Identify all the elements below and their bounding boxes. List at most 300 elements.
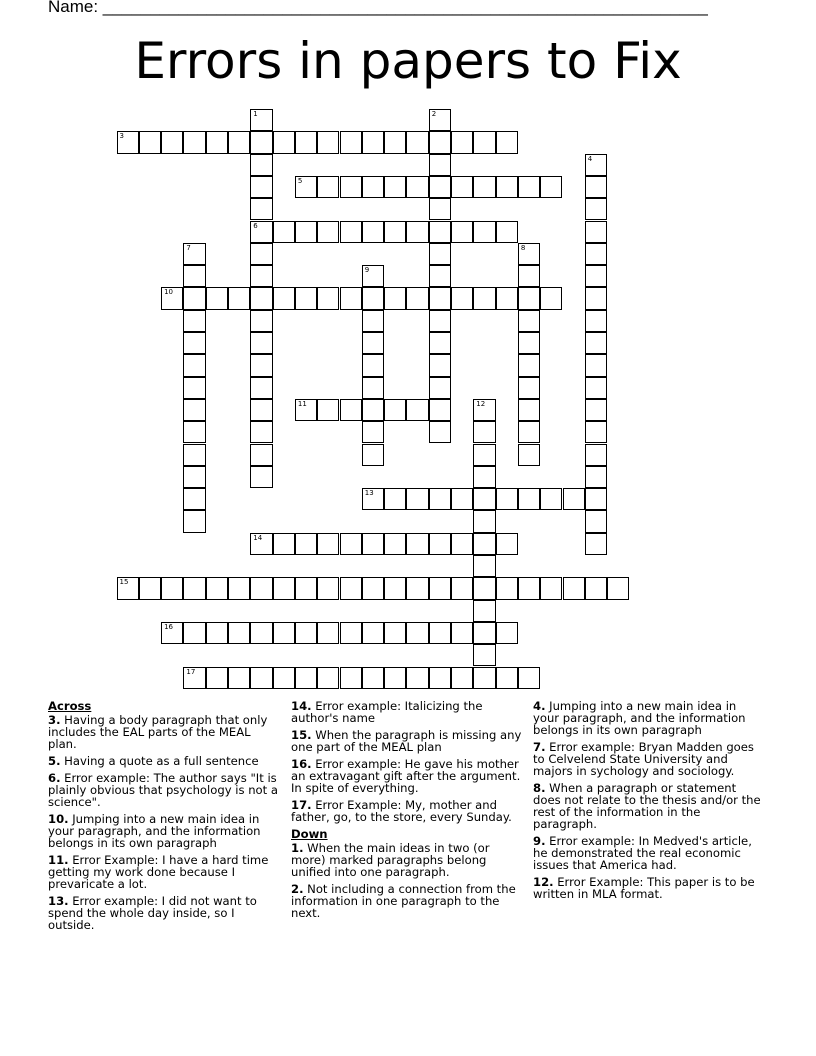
- crossword-cell[interactable]: [183, 287, 205, 309]
- crossword-cell[interactable]: [250, 243, 272, 265]
- crossword-cell[interactable]: [250, 154, 272, 176]
- clue-number: 9: [364, 266, 370, 275]
- crossword-cell[interactable]: [228, 622, 250, 644]
- clue-number: 7: [186, 243, 191, 252]
- crossword-cell[interactable]: [384, 399, 406, 421]
- crossword-cell[interactable]: [429, 198, 451, 220]
- clue-number: 3: [119, 132, 124, 141]
- crossword-cell[interactable]: [295, 533, 317, 555]
- crossword-cell[interactable]: [451, 221, 473, 243]
- crossword-cell[interactable]: [429, 667, 451, 689]
- crossword-cell[interactable]: [496, 221, 518, 243]
- crossword-cell[interactable]: [473, 644, 495, 666]
- crossword-cell[interactable]: [518, 265, 540, 287]
- crossword-cell[interactable]: [473, 176, 495, 198]
- crossword-cell[interactable]: [384, 577, 406, 599]
- crossword-cell[interactable]: [362, 444, 384, 466]
- crossword-cell[interactable]: [473, 577, 495, 599]
- crossword-cell[interactable]: [585, 421, 607, 443]
- crossword-cell[interactable]: [183, 354, 205, 376]
- crossword-cell[interactable]: [183, 310, 205, 332]
- crossword-cell[interactable]: [206, 577, 228, 599]
- crossword-cell[interactable]: [429, 265, 451, 287]
- crossword-cell[interactable]: [429, 221, 451, 243]
- crossword-cell[interactable]: [250, 198, 272, 220]
- crossword-cell[interactable]: [585, 444, 607, 466]
- crossword-cell[interactable]: [518, 577, 540, 599]
- clue-number-label: 8.: [533, 781, 546, 795]
- crossword-cell[interactable]: [228, 131, 250, 153]
- crossword-cell[interactable]: [250, 332, 272, 354]
- clue-number-label: 10.: [48, 812, 69, 826]
- crossword-cell[interactable]: [473, 667, 495, 689]
- crossword-cell[interactable]: [317, 176, 339, 198]
- across-clue-list: [48, 714, 280, 931]
- crossword-cell[interactable]: [384, 287, 406, 309]
- crossword-cell[interactable]: [540, 577, 562, 599]
- crossword-cell[interactable]: [585, 265, 607, 287]
- crossword-cell[interactable]: [340, 287, 362, 309]
- crossword-cell[interactable]: [183, 510, 205, 532]
- crossword-cell[interactable]: [250, 377, 272, 399]
- crossword-cell[interactable]: [183, 444, 205, 466]
- crossword-cell[interactable]: [340, 221, 362, 243]
- crossword-cell[interactable]: [273, 577, 295, 599]
- crossword-cell[interactable]: [518, 243, 540, 265]
- crossword-cell[interactable]: [183, 332, 205, 354]
- crossword-cell[interactable]: [362, 421, 384, 443]
- crossword-cell[interactable]: [183, 399, 205, 421]
- crossword-cell[interactable]: [384, 131, 406, 153]
- crossword-cell[interactable]: [161, 287, 183, 309]
- clue-number: 1: [253, 110, 258, 118]
- crossword-cell[interactable]: [429, 421, 451, 443]
- crossword-cell[interactable]: [250, 109, 272, 131]
- crossword-cell[interactable]: [473, 221, 495, 243]
- crossword-cell[interactable]: [161, 577, 183, 599]
- across-clue: [48, 813, 280, 849]
- crossword-cell[interactable]: [295, 221, 317, 243]
- crossword-cell[interactable]: [362, 221, 384, 243]
- crossword-cell[interactable]: [473, 555, 495, 577]
- clue-number: 10: [164, 288, 174, 297]
- crossword-cell[interactable]: [451, 622, 473, 644]
- crossword-cell[interactable]: [228, 577, 250, 599]
- crossword-cell[interactable]: [473, 421, 495, 443]
- crossword-cell[interactable]: [473, 488, 495, 510]
- crossword-cell[interactable]: [384, 533, 406, 555]
- clue-number: 8: [520, 243, 526, 252]
- crossword-cell[interactable]: [317, 533, 339, 555]
- down-clue-list-continued: [533, 700, 765, 900]
- down-clue: [291, 842, 523, 878]
- crossword-cell[interactable]: [295, 131, 317, 153]
- crossword-cell[interactable]: [429, 287, 451, 309]
- crossword-cell[interactable]: [585, 354, 607, 376]
- crossword-cell[interactable]: [362, 667, 384, 689]
- crossword-cell[interactable]: [496, 533, 518, 555]
- crossword-cell[interactable]: [317, 287, 339, 309]
- crossword-cell[interactable]: [273, 287, 295, 309]
- crossword-cell[interactable]: [406, 533, 428, 555]
- crossword-cell[interactable]: [273, 221, 295, 243]
- crossword-cell[interactable]: [295, 399, 317, 421]
- crossword-cell[interactable]: [250, 466, 272, 488]
- down-clue: [533, 700, 765, 736]
- clue-text: Having a quote as a full sentence: [60, 754, 259, 768]
- across-clue: [48, 755, 280, 767]
- crossword-cell[interactable]: [451, 577, 473, 599]
- crossword-cell[interactable]: [139, 577, 161, 599]
- crossword-cell[interactable]: [473, 466, 495, 488]
- crossword-cell[interactable]: [317, 399, 339, 421]
- crossword-cell[interactable]: [585, 198, 607, 220]
- crossword-cell[interactable]: [317, 577, 339, 599]
- crossword-cell[interactable]: [228, 287, 250, 309]
- crossword-cell[interactable]: [585, 221, 607, 243]
- crossword-cell[interactable]: [250, 221, 272, 243]
- crossword-cell[interactable]: [518, 354, 540, 376]
- crossword-cell[interactable]: [117, 577, 139, 599]
- crossword-cell[interactable]: [496, 176, 518, 198]
- crossword-cell[interactable]: [518, 444, 540, 466]
- crossword-cell[interactable]: [228, 667, 250, 689]
- crossword-cell[interactable]: [206, 131, 228, 153]
- crossword-cell[interactable]: [429, 131, 451, 153]
- crossword-cell[interactable]: [340, 622, 362, 644]
- crossword-cell[interactable]: [540, 488, 562, 510]
- crossword-cell[interactable]: [540, 287, 562, 309]
- crossword-cell[interactable]: [183, 466, 205, 488]
- crossword-cell[interactable]: [585, 577, 607, 599]
- down-clue: [533, 741, 765, 777]
- crossword-cell[interactable]: [250, 577, 272, 599]
- crossword-cell[interactable]: [362, 265, 384, 287]
- across-clue: [291, 700, 523, 724]
- clue-number-label: 17.: [291, 798, 312, 812]
- crossword-cell[interactable]: [585, 510, 607, 532]
- crossword-cell[interactable]: [183, 131, 205, 153]
- crossword-cell[interactable]: [273, 667, 295, 689]
- across-clue: [48, 772, 280, 808]
- crossword-cell[interactable]: [451, 176, 473, 198]
- crossword-cell[interactable]: [250, 310, 272, 332]
- crossword-cell[interactable]: [295, 667, 317, 689]
- crossword-cell[interactable]: [451, 131, 473, 153]
- crossword-cell[interactable]: [585, 310, 607, 332]
- clues-column-3: [533, 700, 765, 905]
- page-title: Errors in papers to Fix: [134, 32, 682, 90]
- clue-text: Error example: In Medved's article, he demonstrated the real economic issues that America had.: [533, 834, 752, 872]
- clue-number: 4: [587, 154, 593, 163]
- clue-number-label: 13.: [48, 894, 69, 908]
- across-heading: Across: [48, 699, 92, 713]
- crossword-cell[interactable]: [362, 577, 384, 599]
- crossword-cell[interactable]: [496, 667, 518, 689]
- crossword-cell[interactable]: [429, 109, 451, 131]
- crossword-cell[interactable]: [518, 399, 540, 421]
- crossword-cell[interactable]: [250, 287, 272, 309]
- crossword-cell[interactable]: [250, 667, 272, 689]
- crossword-cell[interactable]: [518, 377, 540, 399]
- across-clue: [48, 854, 280, 890]
- crossword-cell[interactable]: [340, 533, 362, 555]
- name-field[interactable]: Name: ________________________________________________________________: [48, 0, 708, 16]
- crossword-cell[interactable]: [183, 377, 205, 399]
- crossword-cell[interactable]: [384, 667, 406, 689]
- crossword-cell[interactable]: [206, 622, 228, 644]
- crossword-cell[interactable]: [295, 577, 317, 599]
- crossword-cell[interactable]: [518, 176, 540, 198]
- crossword-cell[interactable]: [585, 399, 607, 421]
- crossword-cell[interactable]: [250, 265, 272, 287]
- down-clue: [533, 782, 765, 830]
- clue-number: 12: [476, 399, 486, 408]
- clue-number: 14: [253, 533, 263, 542]
- crossword-cell[interactable]: [406, 488, 428, 510]
- crossword-cell[interactable]: [429, 533, 451, 555]
- crossword-cell[interactable]: [451, 287, 473, 309]
- crossword-cell[interactable]: [384, 488, 406, 510]
- crossword-cell[interactable]: [473, 510, 495, 532]
- crossword-cell[interactable]: [161, 131, 183, 153]
- crossword-cell[interactable]: [139, 131, 161, 153]
- crossword-cell[interactable]: [406, 287, 428, 309]
- crossword-cell[interactable]: [429, 377, 451, 399]
- crossword-cell[interactable]: [406, 399, 428, 421]
- clue-number: 6: [253, 221, 258, 230]
- crossword-cell[interactable]: [183, 577, 205, 599]
- across-clue-list-continued: [291, 700, 523, 823]
- crossword-cell[interactable]: [117, 131, 139, 153]
- crossword-cell[interactable]: [406, 667, 428, 689]
- crossword-cell[interactable]: [250, 399, 272, 421]
- crossword-cell[interactable]: [585, 243, 607, 265]
- clue-text: When the paragraph is missing any one part of the MEAL plan: [291, 728, 522, 754]
- crossword-cell[interactable]: [206, 667, 228, 689]
- crossword-cell[interactable]: [406, 176, 428, 198]
- clue-text: Error example: He gave his mother an extravagant gift after the argument. In spite of everything.: [291, 757, 521, 795]
- crossword-cell[interactable]: [518, 488, 540, 510]
- crossword-cell[interactable]: [518, 667, 540, 689]
- crossword-cell[interactable]: [295, 287, 317, 309]
- crossword-cell[interactable]: [362, 310, 384, 332]
- crossword-cell[interactable]: [473, 600, 495, 622]
- crossword-cell[interactable]: [384, 622, 406, 644]
- crossword-cell[interactable]: [429, 399, 451, 421]
- clue-number-label: 11.: [48, 853, 69, 867]
- crossword-cell[interactable]: [473, 444, 495, 466]
- crossword-cell[interactable]: [250, 622, 272, 644]
- crossword-cell[interactable]: [429, 488, 451, 510]
- crossword-cell[interactable]: [518, 421, 540, 443]
- crossword-cell[interactable]: [451, 488, 473, 510]
- crossword-cell[interactable]: [429, 354, 451, 376]
- clue-text: Error example: Italicizing the author's name: [291, 699, 483, 725]
- crossword-cell[interactable]: [496, 131, 518, 153]
- across-clue: [291, 799, 523, 823]
- crossword-cell[interactable]: [384, 176, 406, 198]
- clue-text: Having a body paragraph that only includes the EAL parts of the MEAL plan.: [48, 713, 268, 751]
- crossword-cell[interactable]: [250, 131, 272, 153]
- crossword-cell[interactable]: [362, 399, 384, 421]
- crossword-cell[interactable]: [317, 221, 339, 243]
- crossword-cell[interactable]: [362, 354, 384, 376]
- crossword-cell[interactable]: [362, 131, 384, 153]
- crossword-cell[interactable]: [473, 131, 495, 153]
- clue-number-label: 14.: [291, 699, 312, 713]
- crossword-cell[interactable]: [585, 154, 607, 176]
- across-clue: [291, 729, 523, 753]
- clue-number-label: 15.: [291, 728, 312, 742]
- crossword-cell[interactable]: [295, 176, 317, 198]
- crossword-cell[interactable]: [406, 131, 428, 153]
- down-clue-list: [291, 842, 523, 919]
- clue-text: Error Example: This paper is to be written in MLA format.: [533, 875, 755, 901]
- clue-text: Error Example: My, mother and father, go, to the store, every Sunday.: [291, 798, 512, 824]
- clue-number-label: 1.: [291, 841, 304, 855]
- clue-number-label: 16.: [291, 757, 312, 771]
- crossword-cell[interactable]: [563, 488, 585, 510]
- clue-text: When a paragraph or statement does not relate to the thesis and/or the rest of the information in the paragraph.: [533, 781, 761, 831]
- clue-number: 15: [119, 578, 129, 587]
- crossword-cell[interactable]: [585, 332, 607, 354]
- crossword-cell[interactable]: [362, 622, 384, 644]
- clue-number-label: 7.: [533, 740, 546, 754]
- crossword-cell[interactable]: [429, 577, 451, 599]
- crossword-cell[interactable]: [518, 310, 540, 332]
- clues-column-2: [291, 700, 523, 924]
- clue-text: Error example: Bryan Madden goes to Celvelend State University and majors in sychology and sociology.: [533, 740, 754, 778]
- crossword-cell[interactable]: [250, 533, 272, 555]
- crossword-cell[interactable]: [183, 622, 205, 644]
- crossword-cell[interactable]: [518, 332, 540, 354]
- crossword-cell[interactable]: [161, 622, 183, 644]
- crossword-cell[interactable]: [496, 287, 518, 309]
- crossword-cell[interactable]: [429, 332, 451, 354]
- down-clue: [533, 835, 765, 871]
- crossword-cell[interactable]: [473, 533, 495, 555]
- clue-text: Jumping into a new main idea in your paragraph, and the information belongs in its own paragraph: [533, 699, 746, 737]
- crossword-cell[interactable]: [473, 399, 495, 421]
- across-clue: [291, 758, 523, 794]
- crossword-cell[interactable]: [340, 667, 362, 689]
- crossword-cell[interactable]: [362, 332, 384, 354]
- crossword-cell[interactable]: [340, 577, 362, 599]
- crossword-cell[interactable]: [585, 176, 607, 198]
- clue-number: 11: [297, 399, 307, 408]
- clue-number-label: 4.: [533, 699, 546, 713]
- down-heading: Down: [291, 827, 328, 841]
- clues-column-1: [48, 700, 280, 936]
- clue-text: Not including a connection from the information in one paragraph to the next.: [291, 882, 516, 920]
- across-clue: [48, 714, 280, 750]
- crossword-cell[interactable]: [473, 622, 495, 644]
- crossword-cell[interactable]: [451, 533, 473, 555]
- down-clue: [533, 876, 765, 900]
- crossword-cell[interactable]: [317, 667, 339, 689]
- clue-number: 17: [186, 667, 196, 676]
- clue-number-label: 12.: [533, 875, 554, 889]
- crossword-cell[interactable]: [340, 399, 362, 421]
- crossword-cell[interactable]: [183, 265, 205, 287]
- crossword-cell[interactable]: [496, 577, 518, 599]
- clue-number: 13: [364, 489, 374, 498]
- crossword-cell[interactable]: [362, 533, 384, 555]
- crossword-cell[interactable]: [406, 221, 428, 243]
- clue-number-label: 2.: [291, 882, 304, 896]
- clue-number: 5: [297, 176, 303, 185]
- crossword-cell[interactable]: [206, 287, 228, 309]
- crossword-cell[interactable]: [384, 221, 406, 243]
- crossword-cell[interactable]: [250, 444, 272, 466]
- crossword-cell[interactable]: [273, 622, 295, 644]
- crossword-cell[interactable]: [496, 622, 518, 644]
- clue-text: Error Example: I have a hard time getting my work done because I prevaricate a lot.: [48, 853, 269, 891]
- crossword-cell[interactable]: [429, 154, 451, 176]
- crossword-cell[interactable]: [585, 488, 607, 510]
- crossword-cell[interactable]: [250, 421, 272, 443]
- clue-number-label: 9.: [533, 834, 546, 848]
- clue-number-label: 5.: [48, 754, 61, 768]
- crossword-cell[interactable]: [183, 667, 205, 689]
- crossword-cell[interactable]: [362, 377, 384, 399]
- crossword-cell[interactable]: [250, 176, 272, 198]
- clue-text: When the main ideas in two (or more) marked paragraphs belong unified into one paragraph.: [291, 841, 490, 879]
- clue-number-label: 6.: [48, 771, 61, 785]
- crossword-cell[interactable]: [273, 533, 295, 555]
- crossword-cell[interactable]: [340, 131, 362, 153]
- crossword-cell[interactable]: [295, 622, 317, 644]
- clue-text: Error example: I did not want to spend the whole day inside, so I outside.: [48, 894, 257, 932]
- crossword-cell[interactable]: [563, 577, 585, 599]
- crossword-cell[interactable]: [362, 287, 384, 309]
- crossword-cell[interactable]: [429, 622, 451, 644]
- crossword-cell[interactable]: [362, 488, 384, 510]
- crossword-cell[interactable]: [183, 243, 205, 265]
- clue-text: Error example: The author says "It is plainly obvious that psychology is not a science".: [48, 771, 278, 809]
- crossword-cell[interactable]: [585, 466, 607, 488]
- crossword-cell[interactable]: [473, 287, 495, 309]
- crossword-cell[interactable]: [518, 287, 540, 309]
- crossword-cell[interactable]: [585, 533, 607, 555]
- crossword-cell[interactable]: [429, 243, 451, 265]
- crossword-cell[interactable]: [429, 310, 451, 332]
- clue-number: 16: [164, 622, 174, 631]
- crossword-cell[interactable]: [429, 176, 451, 198]
- crossword-cell[interactable]: [406, 577, 428, 599]
- crossword-cell[interactable]: [362, 176, 384, 198]
- crossword-cell[interactable]: [607, 577, 629, 599]
- clue-text: Jumping into a new main idea in your paragraph, and the information belongs in its own paragraph: [48, 812, 261, 850]
- crossword-cell[interactable]: [451, 667, 473, 689]
- down-clue: [291, 883, 523, 919]
- across-clue: [48, 895, 280, 931]
- crossword-cell[interactable]: [585, 377, 607, 399]
- crossword-cell[interactable]: [183, 488, 205, 510]
- crossword-cell[interactable]: [317, 622, 339, 644]
- crossword-cell[interactable]: [496, 488, 518, 510]
- crossword-cell[interactable]: [183, 421, 205, 443]
- crossword-cell[interactable]: [340, 176, 362, 198]
- crossword-cell[interactable]: [317, 131, 339, 153]
- crossword-cell[interactable]: [540, 176, 562, 198]
- crossword-cell[interactable]: [250, 354, 272, 376]
- crossword-cell[interactable]: [585, 287, 607, 309]
- crossword-cell[interactable]: [273, 131, 295, 153]
- crossword-cell[interactable]: [406, 622, 428, 644]
- clue-number: 2: [431, 110, 437, 118]
